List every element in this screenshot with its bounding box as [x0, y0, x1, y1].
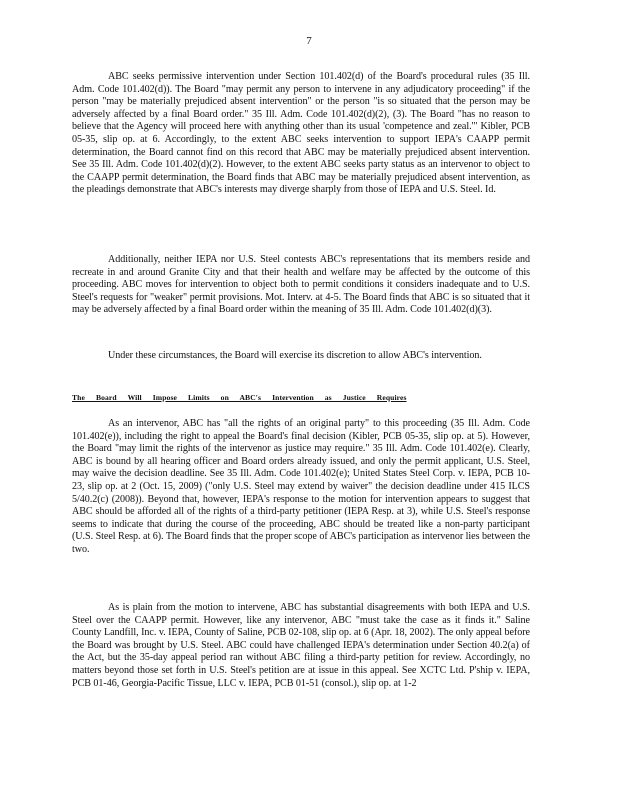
- paragraph-adversely-affected: Additionally, neither IEPA nor U.S. Steel contests ABC's representations that its members reside and recreate in and around Granite City and that their health and welfare may be affected by the outcome of this proceeding. ABC moves for intervention to object both to permit conditions it considers inadequate and to U.S. Steel's requests for "weaker" permit provisions. Mot. Interv. at 4-5. The Board finds that ABC is so situated that it may be adversely affected by a final Board order within the meaning of 35 Ill. Adm. Code 101.402(d)(3).: [72, 254, 530, 316]
- paragraph-scope-of-appeal: As is plain from the motion to intervene, ABC has substantial disagreements with both IEPA and U.S. Steel over the CAAPP permit. However, like any intervenor, ABC "must take the case as it finds it." Saline County Landfill, Inc. v. IEPA, County of Saline, PCB 02-108, slip op. at 6 (Apr. 18, 2002). The only appeal before the Board was brought by U.S. Steel. ABC could have challenged IEPA's determination under Section 40.2(a) of the Act, but the 35-day appeal period ran without ABC filing a third-party petition for review. Accordingly, no matters beyond those set forth in U.S. Steel's petition are at issue in this appeal. See XCTC Ltd. P'ship v. IEPA, PCB 01-46, Georgia-Pacific Tissue, LLC v. IEPA, PCB 01-51 (consol.), slip op. at 1-2: [72, 602, 530, 689]
- section-heading: The Board Will Impose Limits on ABC's Intervention as Justice Requires: [72, 393, 407, 402]
- paragraph-permissive-intervention: ABC seeks permissive intervention under Section 101.402(d) of the Board's procedural rules (35 Ill. Adm. Code 101.402(d)). The Board "may permit any person to intervene in any adjudicatory proceeding" if the person "may be materially prejudiced absent intervention" or the person "is so situated that the person may be adversely affected by a final Board order." 35 Ill. Adm. Code 101.402(d)(2), (3). The Board "has no reason to believe that the Agency will proceed here with anything other than its usual 'competence and zeal.'" Kibler, PCB 05-35, slip op. at 6. Accordingly, to the extent ABC seeks intervention to support IEPA's CAAPP permit determination, the Board cannot find on this record that ABC may be materially prejudiced absent intervention. See 35 Ill. Adm. Code 101.402(d)(2). However, to the extent ABC seeks party status as an intervenor to object to the CAAPP permit determination, the Board finds that ABC may be materially prejudiced absent intervention, as the pleadings demonstrate that ABC's interests may diverge sharply from those of IEPA and U.S. Steel. Id.: [72, 71, 530, 196]
- paragraph-exercise-discretion: Under these circumstances, the Board will exercise its discretion to allow ABC's intervention.: [108, 350, 482, 361]
- page-number: 7: [306, 35, 312, 47]
- paragraph-intervenor-rights: As an intervenor, ABC has "all the rights of an original party" to this proceeding (35 Ill. Adm. Code 101.402(e)), including the right to appeal the Board's final decision (Kibler, PCB 05-35, slip op. at 5). However, the Board "may limit the rights of the intervenor as justice may require." 35 Ill. Adm. Code 101.402(e). Clearly, ABC is bound by all hearing officer and Board orders already issued, and only the permit applicant, U.S. Steel, may waive the decision deadline. See 35 Ill. Adm. Code 101.402(e); United States Steel Corp. v. IEPA, PCB 10-23, slip op. at 2 (Oct. 15, 2009) ("only U.S. Steel may extend by waiver" the decision deadline under 415 ILCS 5/40.2(c) (2008)). Beyond that, however, IEPA's response to the motion for intervention appears to suggest that ABC should be afforded all of the rights of a third-party petitioner (IEPA Resp. at 3), while U.S. Steel's response seems to indicate that during the course of the proceeding, ABC should be treated like a non-party participant (U.S. Steel Resp. at 6). The Board finds that the proper scope of ABC's participation as intervenor lies between the two.: [72, 418, 530, 555]
